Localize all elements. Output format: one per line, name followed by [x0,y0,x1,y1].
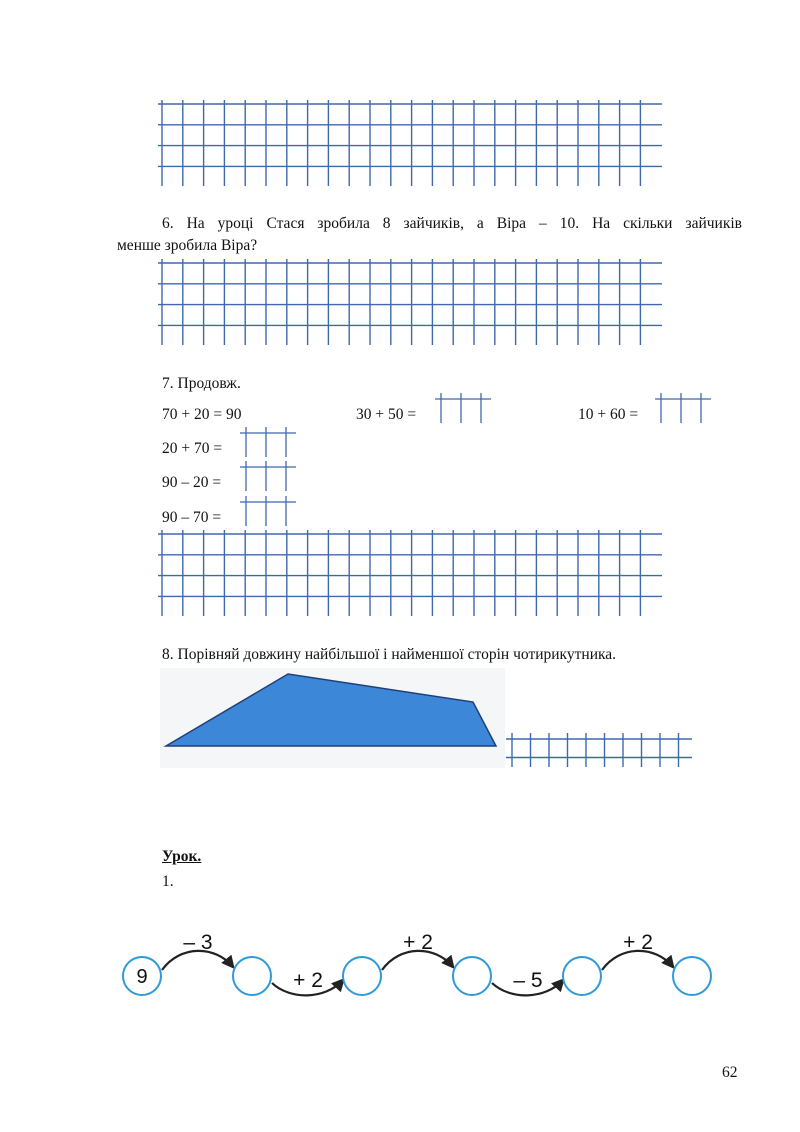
task7-example: 70 + 20 = 90 [162,406,242,423]
expr-90-20: 90 – 20 = [162,474,222,491]
expr-30-50: 30 + 50 = [356,406,417,423]
expr-10-60: 10 + 60 = [578,406,639,423]
chain-op-4: – 5 [513,969,543,992]
chain-op-5: + 2 [623,931,653,954]
chain-circle-2 [343,957,381,995]
expr-20-70: 20 + 70 = [162,440,223,457]
answer-grid-1 [158,100,662,186]
page-number: 62 [722,1064,738,1081]
task6-line2: менше зробила Віра? [117,237,258,254]
chain-circle-3 [453,957,491,995]
lesson-item-number: 1. [162,873,174,890]
answer-cell-90-20[interactable] [240,461,296,491]
chain-op-1: – 3 [183,931,213,954]
answer-cell-10-60[interactable] [655,393,711,423]
answer-grid-2 [158,259,662,345]
chain-circle-5 [673,957,711,995]
answer-grid-3 [158,530,662,616]
task7-heading: 7. Продовж. [162,375,241,392]
answer-cell-90-70[interactable] [240,496,296,526]
chain-circle-1 [233,957,271,995]
number-chain [110,925,720,1005]
answer-strip-grid [506,733,692,767]
lesson-title: Урок. [162,848,202,865]
chain-start-value: 9 [136,966,148,988]
expr-90-70: 90 – 70 = [162,509,222,526]
chain-op-2: + 2 [293,969,323,992]
quadrilateral-figure [160,668,505,768]
task6-line1: 6. На уроці Стася зробила 8 зайчиків, а Віра – 10. На скільки зайчиків [162,215,742,232]
chain-op-3: + 2 [403,931,433,954]
answer-cell-30-50[interactable] [435,393,491,423]
chain-circle-4 [563,957,601,995]
task8-heading: 8. Порівняй довжину найбільшої і найменшої сторін чотирикутника. [162,646,617,663]
answer-cell-20-70[interactable] [240,427,296,457]
